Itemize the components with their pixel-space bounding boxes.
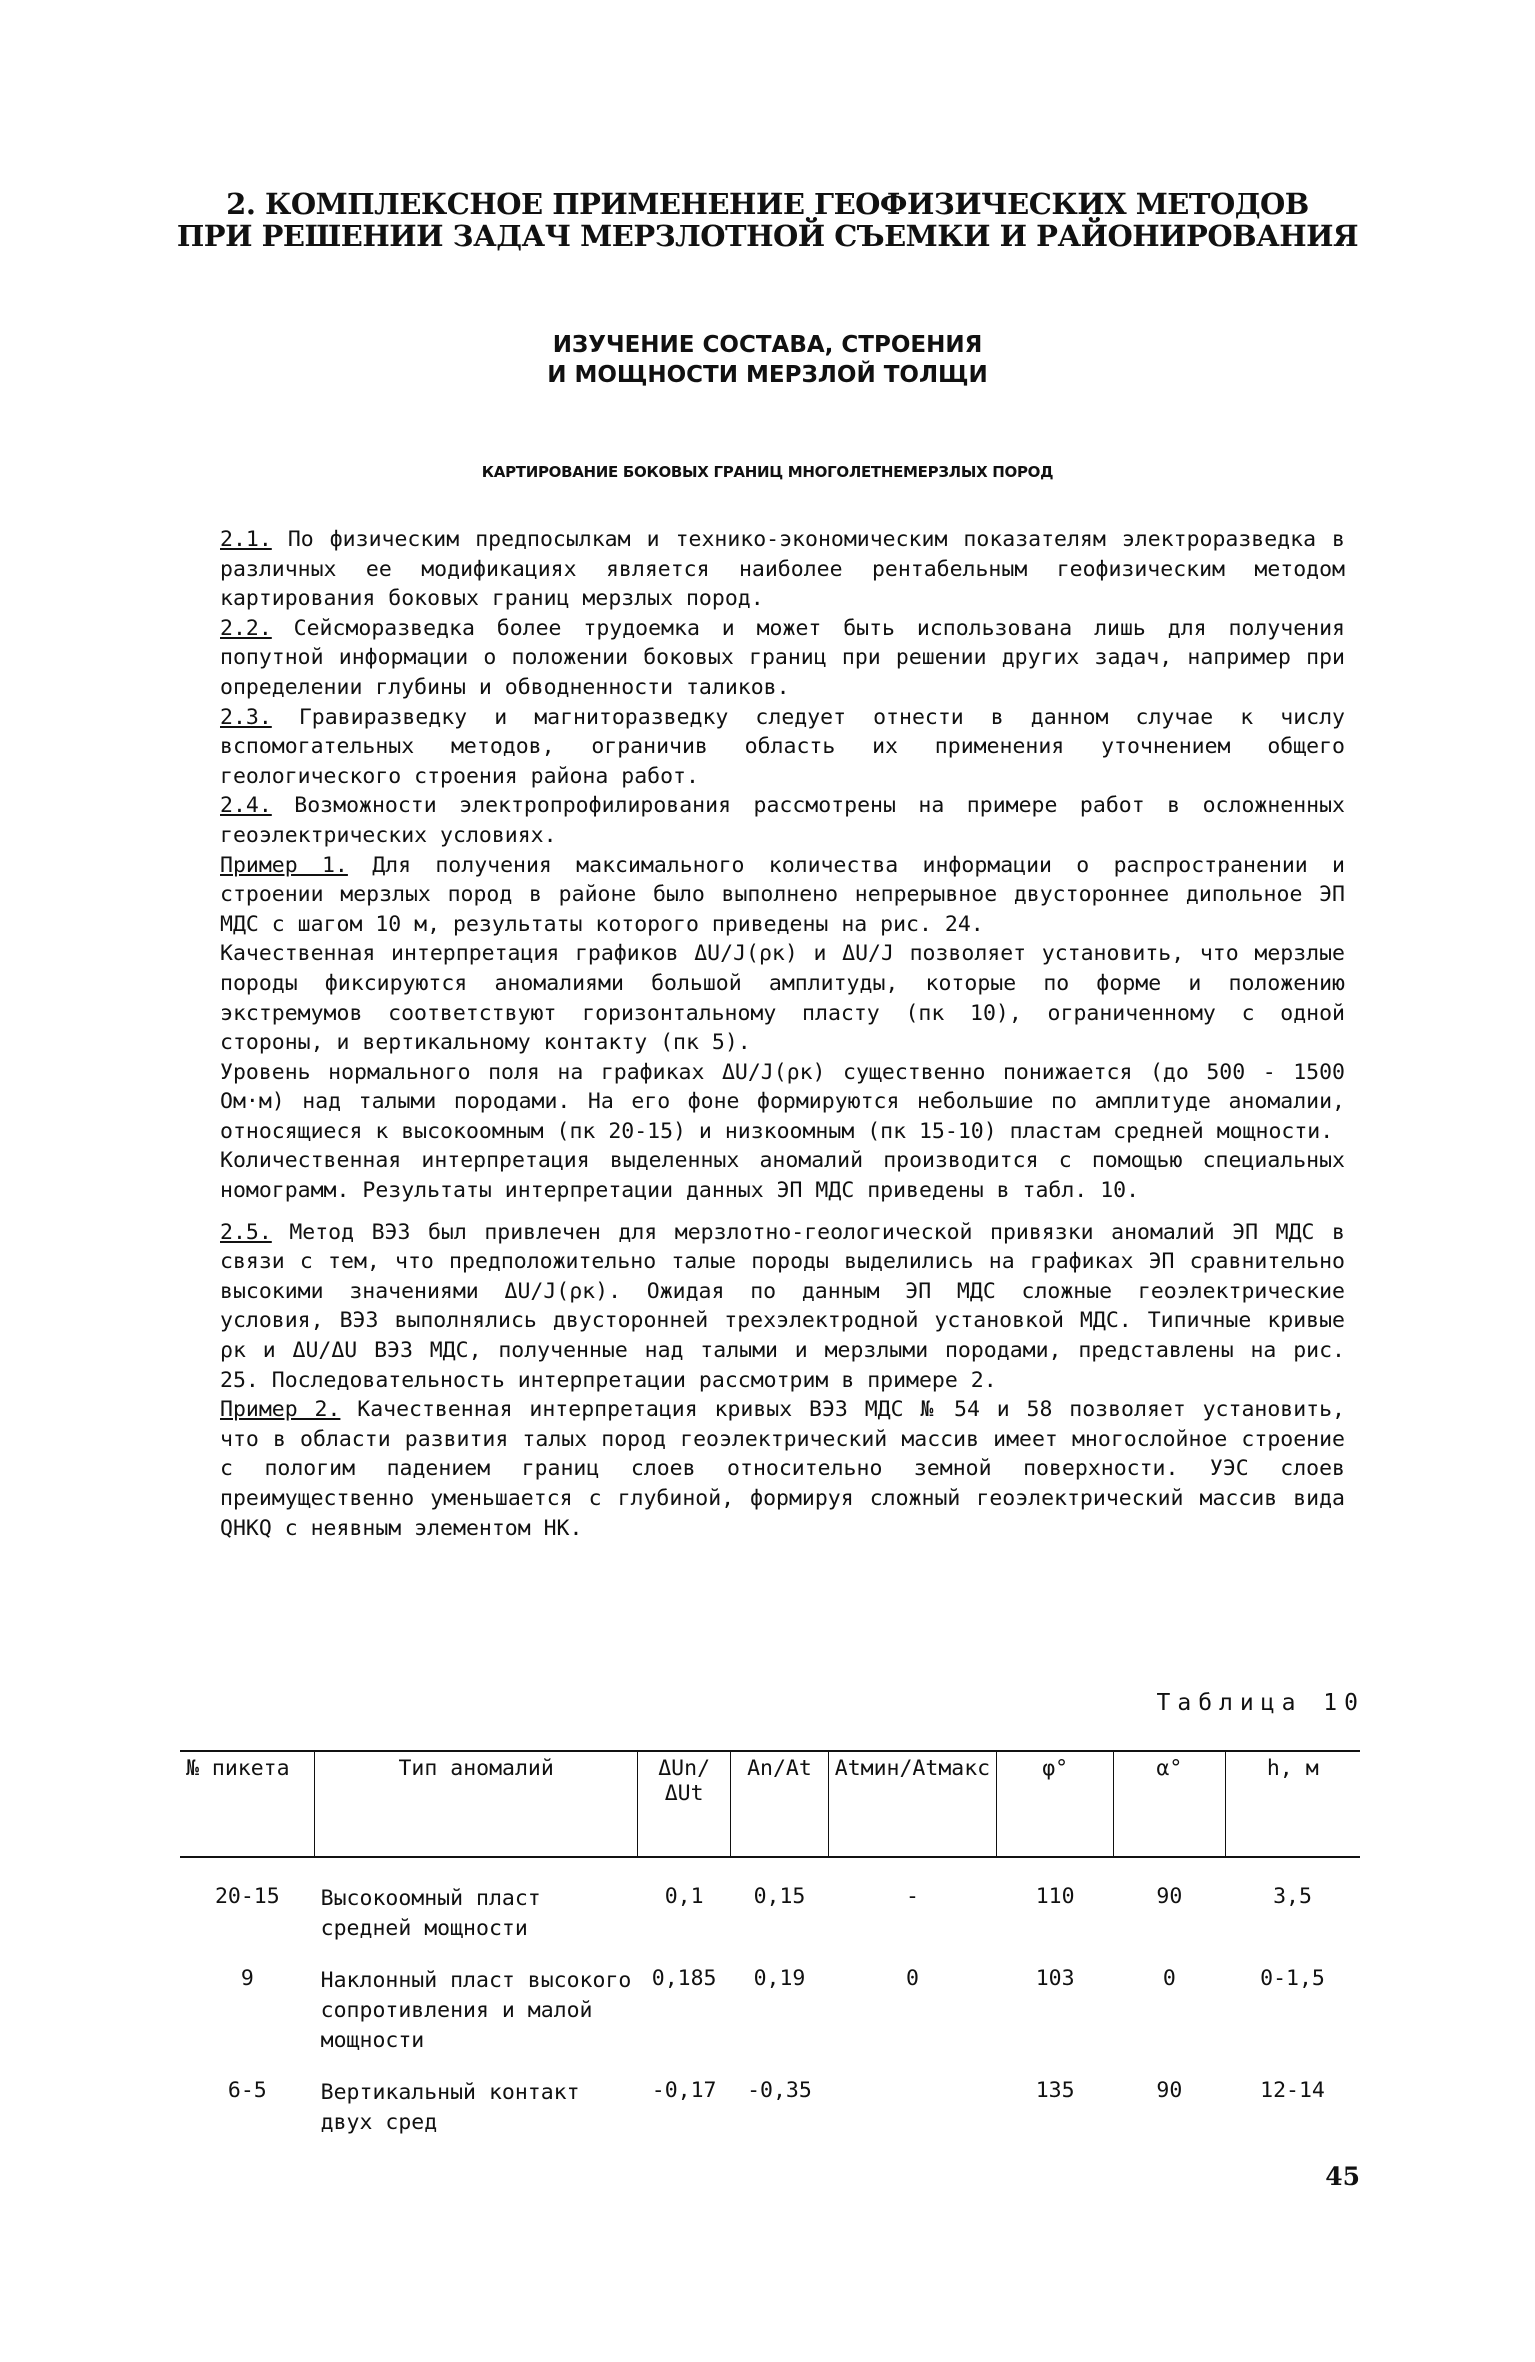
paragraph-text: Метод ВЭЗ был привлечен для мерзлотно-геологической привязки аномалий ЭП МДС в связи с тем, что предположительно талые породы выделились на графиках ЭП сравнительно высокими значениями ΔU/J(ρк). Ожидая по данным ЭП МДС сложные геоэлектрические условия, ВЭЗ выполнялись двусторонней трехэлектродной установкой МДС. Типичные кривые ρк и ΔU/ΔU ВЭЗ МДС, полученные над талыми и мерзлыми породами, представлены на рис. 25. Последовательность интерпретации рассмотрим в примере 2. [220,1219,1345,1393]
paragraph-quality-interpretation: Качественная интерпретация графиков ΔU/J(ρк) и ΔU/J позволяет установить, что мерзлые породы фиксируются аномалиями большой амплитуды, которые по форме и положению экстремумов соответствуют горизонтальному пласту (пк 10), ограниченному с одной стороны, и вертикальному контакту (пк 5). [220,941,1345,1056]
section-heading [0,330,1535,390]
paragraph-number: 2.5. [220,1219,272,1245]
chapter-heading-line-1: 2. КОМПЛЕКСНОЕ ПРИМЕНЕНИЕ ГЕОФИЗИЧЕСКИХ МЕТОДОВ [226,187,1309,221]
cell-picket: 9 [240,1966,254,1991]
paragraph-number: 2.4. [220,793,272,819]
header-alpha: α° [1114,1751,1225,1857]
cell-du-ratio: 0,185 [651,1966,717,1991]
paragraph-number: 2.1. [220,527,272,552]
paragraph-2-3 [175,703,1345,792]
cell-anomaly-type: Вертикальный контакт двух сред [320,2080,580,2135]
cell-phi: 135 [1035,2078,1075,2103]
cell-at-ratio: - [905,1884,919,1909]
header-a-ratio: An/At [731,1751,829,1857]
cell-a-ratio: 0,15 [753,1884,806,1909]
cell-h: 3,5 [1273,1884,1312,1909]
paragraph-text: Качественная интерпретация кривых ВЭЗ МДС № 54 и 58 позволяет установить, что в области развития талых пород геоэлектрический массив имеет многослойное строение с пологим падением границ слоев относительно земной поверхности. УЭС слоев преимущественно уменьшается с глубиной, формируя сложный геоэлектрический массив вида QHKQ с неявным элементом НК. [220,1397,1345,1541]
subsection-title: КАРТИРОВАНИЕ БОКОВЫХ ГРАНИЦ МНОГОЛЕТНЕМЕРЗЛЫХ ПОРОД [481,463,1054,481]
header-du-ratio: ΔUn/ΔUt [638,1751,731,1857]
cell-phi: 110 [1035,1884,1075,1909]
chapter-heading [0,188,1535,252]
table-row [180,2056,1360,2138]
paragraph-text: По физическим предпосылкам и технико-экономическим показателям электроразведка в различных ее модификациях является наиболее рентабельным геофизическим методом картирования боковых границ мерзлых пород. [220,527,1345,612]
paragraph-number: 2.2. [220,615,272,641]
cell-du-ratio: -0,17 [651,2078,717,2103]
paragraph-2-4 [175,791,1345,850]
paragraph-normal-field: Уровень нормального поля на графиках ΔU/J(ρк) существенно понижается (до 500 - 1500 Ом·м) над талыми породами. На его фоне формируются небольшие по амплитуде аномалии, относящиеся к высокоомным (пк 20-15) и низкоомным (пк 15-10) пластам средней мощности. [220,1059,1345,1144]
cell-at-ratio: 0 [905,1966,919,1991]
section-heading-line-1: ИЗУЧЕНИЕ СОСТАВА, СТРОЕНИЯ [552,332,983,358]
page-number: 45 [1325,2162,1360,2191]
table-caption: Таблица 10 [1156,1690,1365,1716]
header-phi: φ° [997,1751,1114,1857]
section-heading-line-2: И МОЩНОСТИ МЕРЗЛОЙ ТОЛЩИ [547,362,988,388]
paragraph-quantitative: Количественная интерпретация выделенных аномалий производится с помощью специальных номограмм. Результаты интерпретации данных ЭП МДС приведены в табл. 10. [220,1148,1345,1204]
cell-h: 12-14 [1260,2078,1325,2103]
paragraph-2-2 [175,614,1345,703]
paragraph-2-1 [175,525,1345,614]
paragraph-text: Сейсморазведка более трудоемка и может быть использована лишь для получения попутной информации о положении боковых границ при решении других задач, например при определении глубины и обводненности таликов. [220,615,1345,700]
cell-picket: 6-5 [227,2078,267,2103]
cell-a-ratio: 0,19 [753,1966,806,1991]
cell-du-ratio: 0,1 [664,1884,704,1909]
cell-at-ratio [828,2056,996,2138]
table-row [180,1857,1360,1944]
header-anomaly-type: Тип аномалий [315,1751,638,1857]
paragraph-2-5 [175,1218,1345,1396]
cell-picket: 20-15 [214,1884,280,1909]
paragraph-number: 2.3. [220,704,272,730]
table-row [180,1944,1360,2056]
cell-h: 0-1,5 [1260,1966,1325,1991]
example-1 [175,851,1345,940]
paragraph-text: Для получения максимального количества информации о распространении и строении мерзлых пород в районе было выполнено непрерывное двустороннее дипольное ЭП МДС с шагом 10 м, результаты которого приведены на рис. 24. [220,852,1346,937]
cell-alpha: 90 [1156,1884,1183,1909]
table-header-row [180,1751,1360,1857]
example-label: Пример 1. [220,852,348,878]
results-table [180,1750,1360,2138]
paragraph-text: Гравиразведку и магниторазведку следует отнести в данном случае к числу вспомогательных методов, ограничив область их применения уточнением общего геологического строения района работ. [220,704,1345,789]
cell-alpha: 0 [1162,1966,1176,1991]
cell-anomaly-type: Наклонный пласт высокого сопротивления и малой мощности [320,1968,632,2053]
cell-a-ratio: -0,35 [747,2078,812,2103]
paragraph-text: Возможности электропрофилирования рассмотрены на примере работ в осложненных геоэлектрических условиях. [220,793,1345,848]
body-text [175,525,1345,1543]
header-at-ratio: Atмин/Atмакс [828,1751,996,1857]
cell-alpha: 90 [1156,2078,1183,2103]
example-2 [175,1395,1345,1543]
chapter-heading-line-2: ПРИ РЕШЕНИИ ЗАДАЧ МЕРЗЛОТНОЙ СЪЕМКИ И РАЙОНИРОВАНИЯ [176,219,1359,253]
header-h: h, м [1225,1751,1360,1857]
example-label: Пример 2. [220,1397,341,1423]
header-picket: № пикета [180,1751,315,1857]
cell-anomaly-type: Высокоомный пласт средней мощности [320,1886,541,1941]
cell-phi: 103 [1035,1966,1075,1991]
